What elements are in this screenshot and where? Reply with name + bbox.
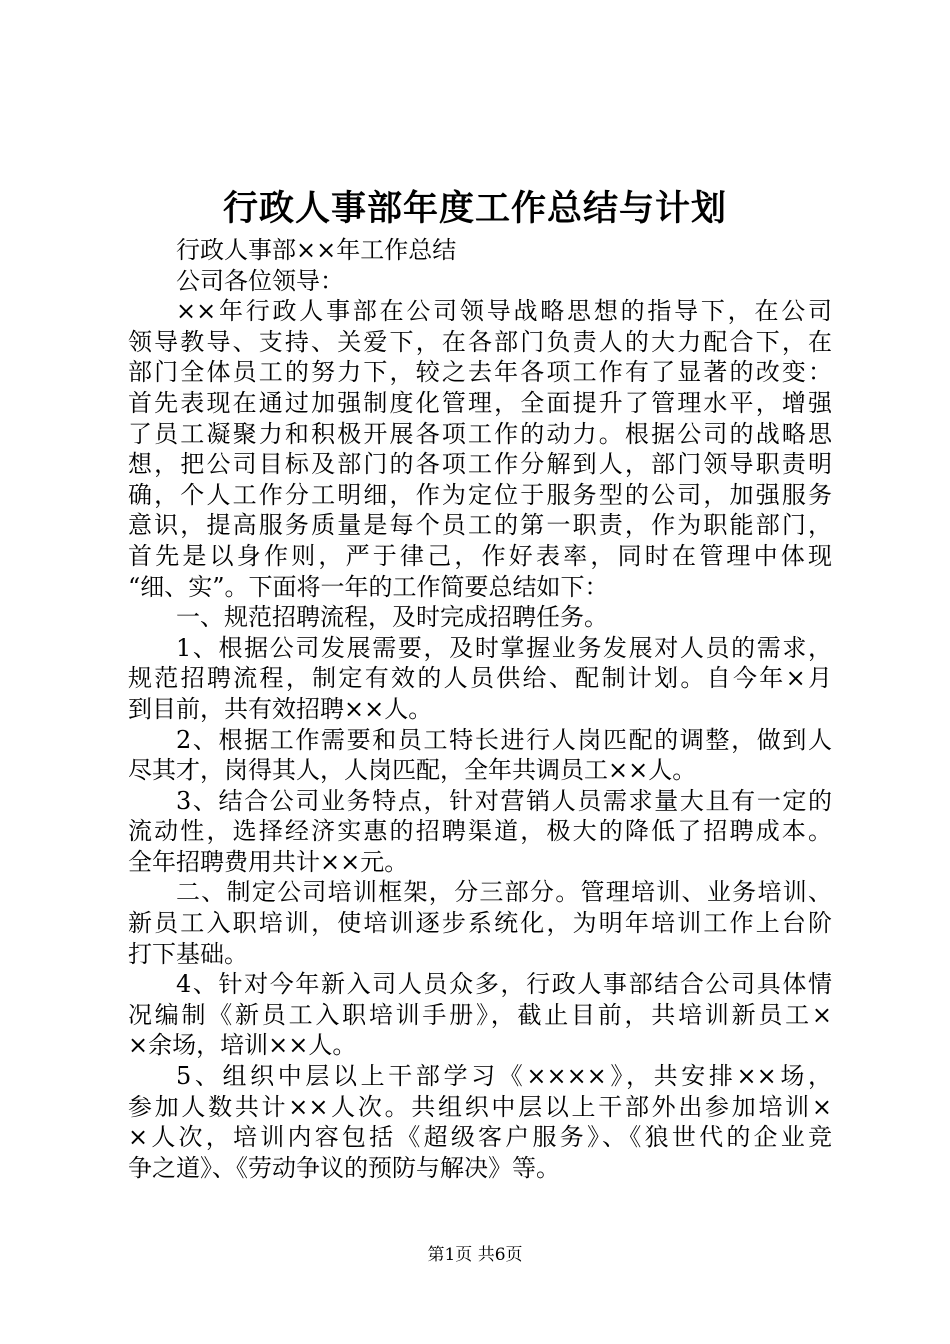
text-line: 3、结合公司业务特点，针对营销人员需求量大且有一定的 (176, 786, 832, 815)
text-line: 新员工入职培训，使培训逐步系统化，为明年培训工作上台阶 (128, 909, 832, 938)
text-line: “细、实”。下面将一年的工作简要总结如下： (128, 572, 609, 601)
text-line: 打下基础。 (128, 939, 248, 968)
text-line: 意识，提高服务质量是每个员工的第一职责，作为职能部门， (128, 511, 832, 540)
text-line: ××年行政人事部在公司领导战略思想的指导下，在公司 (176, 297, 832, 326)
text-line: 一、规范招聘流程，及时完成招聘任务。 (176, 603, 608, 632)
page-footer: 第1页 共6页 (427, 1245, 523, 1265)
text-line: ×人次，培训内容包括《超级客户服务》、《狼世代的企业竞 (128, 1123, 832, 1152)
text-line: 全年招聘费用共计××元。 (128, 847, 409, 876)
text-line: 行政人事部××年工作总结 (176, 236, 457, 264)
text-line: ×余场，培训××人。 (128, 1031, 357, 1060)
document-body (128, 235, 832, 1183)
text-line: 参加人数共计××人次。共组织中层以上干部外出参加培训× (128, 1092, 832, 1121)
text-line: 首先是以身作则，严于律己，作好表率，同时在管理中体现 (128, 541, 832, 570)
document-title: 行政人事部年度工作总结与计划 (222, 188, 727, 229)
text-line: 4、针对今年新入司人员众多，行政人事部结合公司具体情 (176, 970, 832, 999)
text-line: 流动性，选择经济实惠的招聘渠道，极大的降低了招聘成本。 (128, 817, 832, 846)
text-line: 了员工凝聚力和积极开展各项工作的动力。根据公司的战略思 (128, 419, 832, 448)
text-line: 确，个人工作分工明细，作为定位于服务型的公司，加强服务 (128, 480, 832, 509)
text-line: 尽其才，岗得其人，人岗匹配，全年共调员工××人。 (128, 756, 697, 785)
text-line: 想，把公司目标及部门的各项工作分解到人，部门领导职责明 (128, 450, 832, 479)
text-line: 规范招聘流程，制定有效的人员供给、配制计划。自今年×月 (128, 664, 832, 693)
text-line: 首先表现在通过加强制度化管理，全面提升了管理水平，增强 (128, 388, 832, 417)
text-line: 1、根据公司发展需要，及时掌握业务发展对人员的需求， (176, 633, 832, 662)
text-line: 公司各位领导： (176, 266, 344, 295)
text-line: 2、根据工作需要和员工特长进行人岗匹配的调整，做到人 (176, 725, 832, 754)
text-line: 到目前，共有效招聘××人。 (128, 694, 433, 723)
text-line: 领导教导、支持、关爱下，在各部门负责人的大力配合下，在 (128, 327, 832, 356)
text-line: 况编制《新员工入职培训手册》，截止目前，共培训新员工× (128, 1000, 832, 1029)
text-line: 争之道》、《劳动争议的预防与解决》等。 (128, 1153, 560, 1182)
text-line: 部门全体员工的努力下，较之去年各项工作有了显著的改变： (128, 358, 832, 387)
text-line: 二、制定公司培训框架，分三部分。管理培训、业务培训、 (176, 878, 832, 907)
text-line: 5、组织中层以上干部学习《××××》，共安排××场， (176, 1062, 832, 1091)
